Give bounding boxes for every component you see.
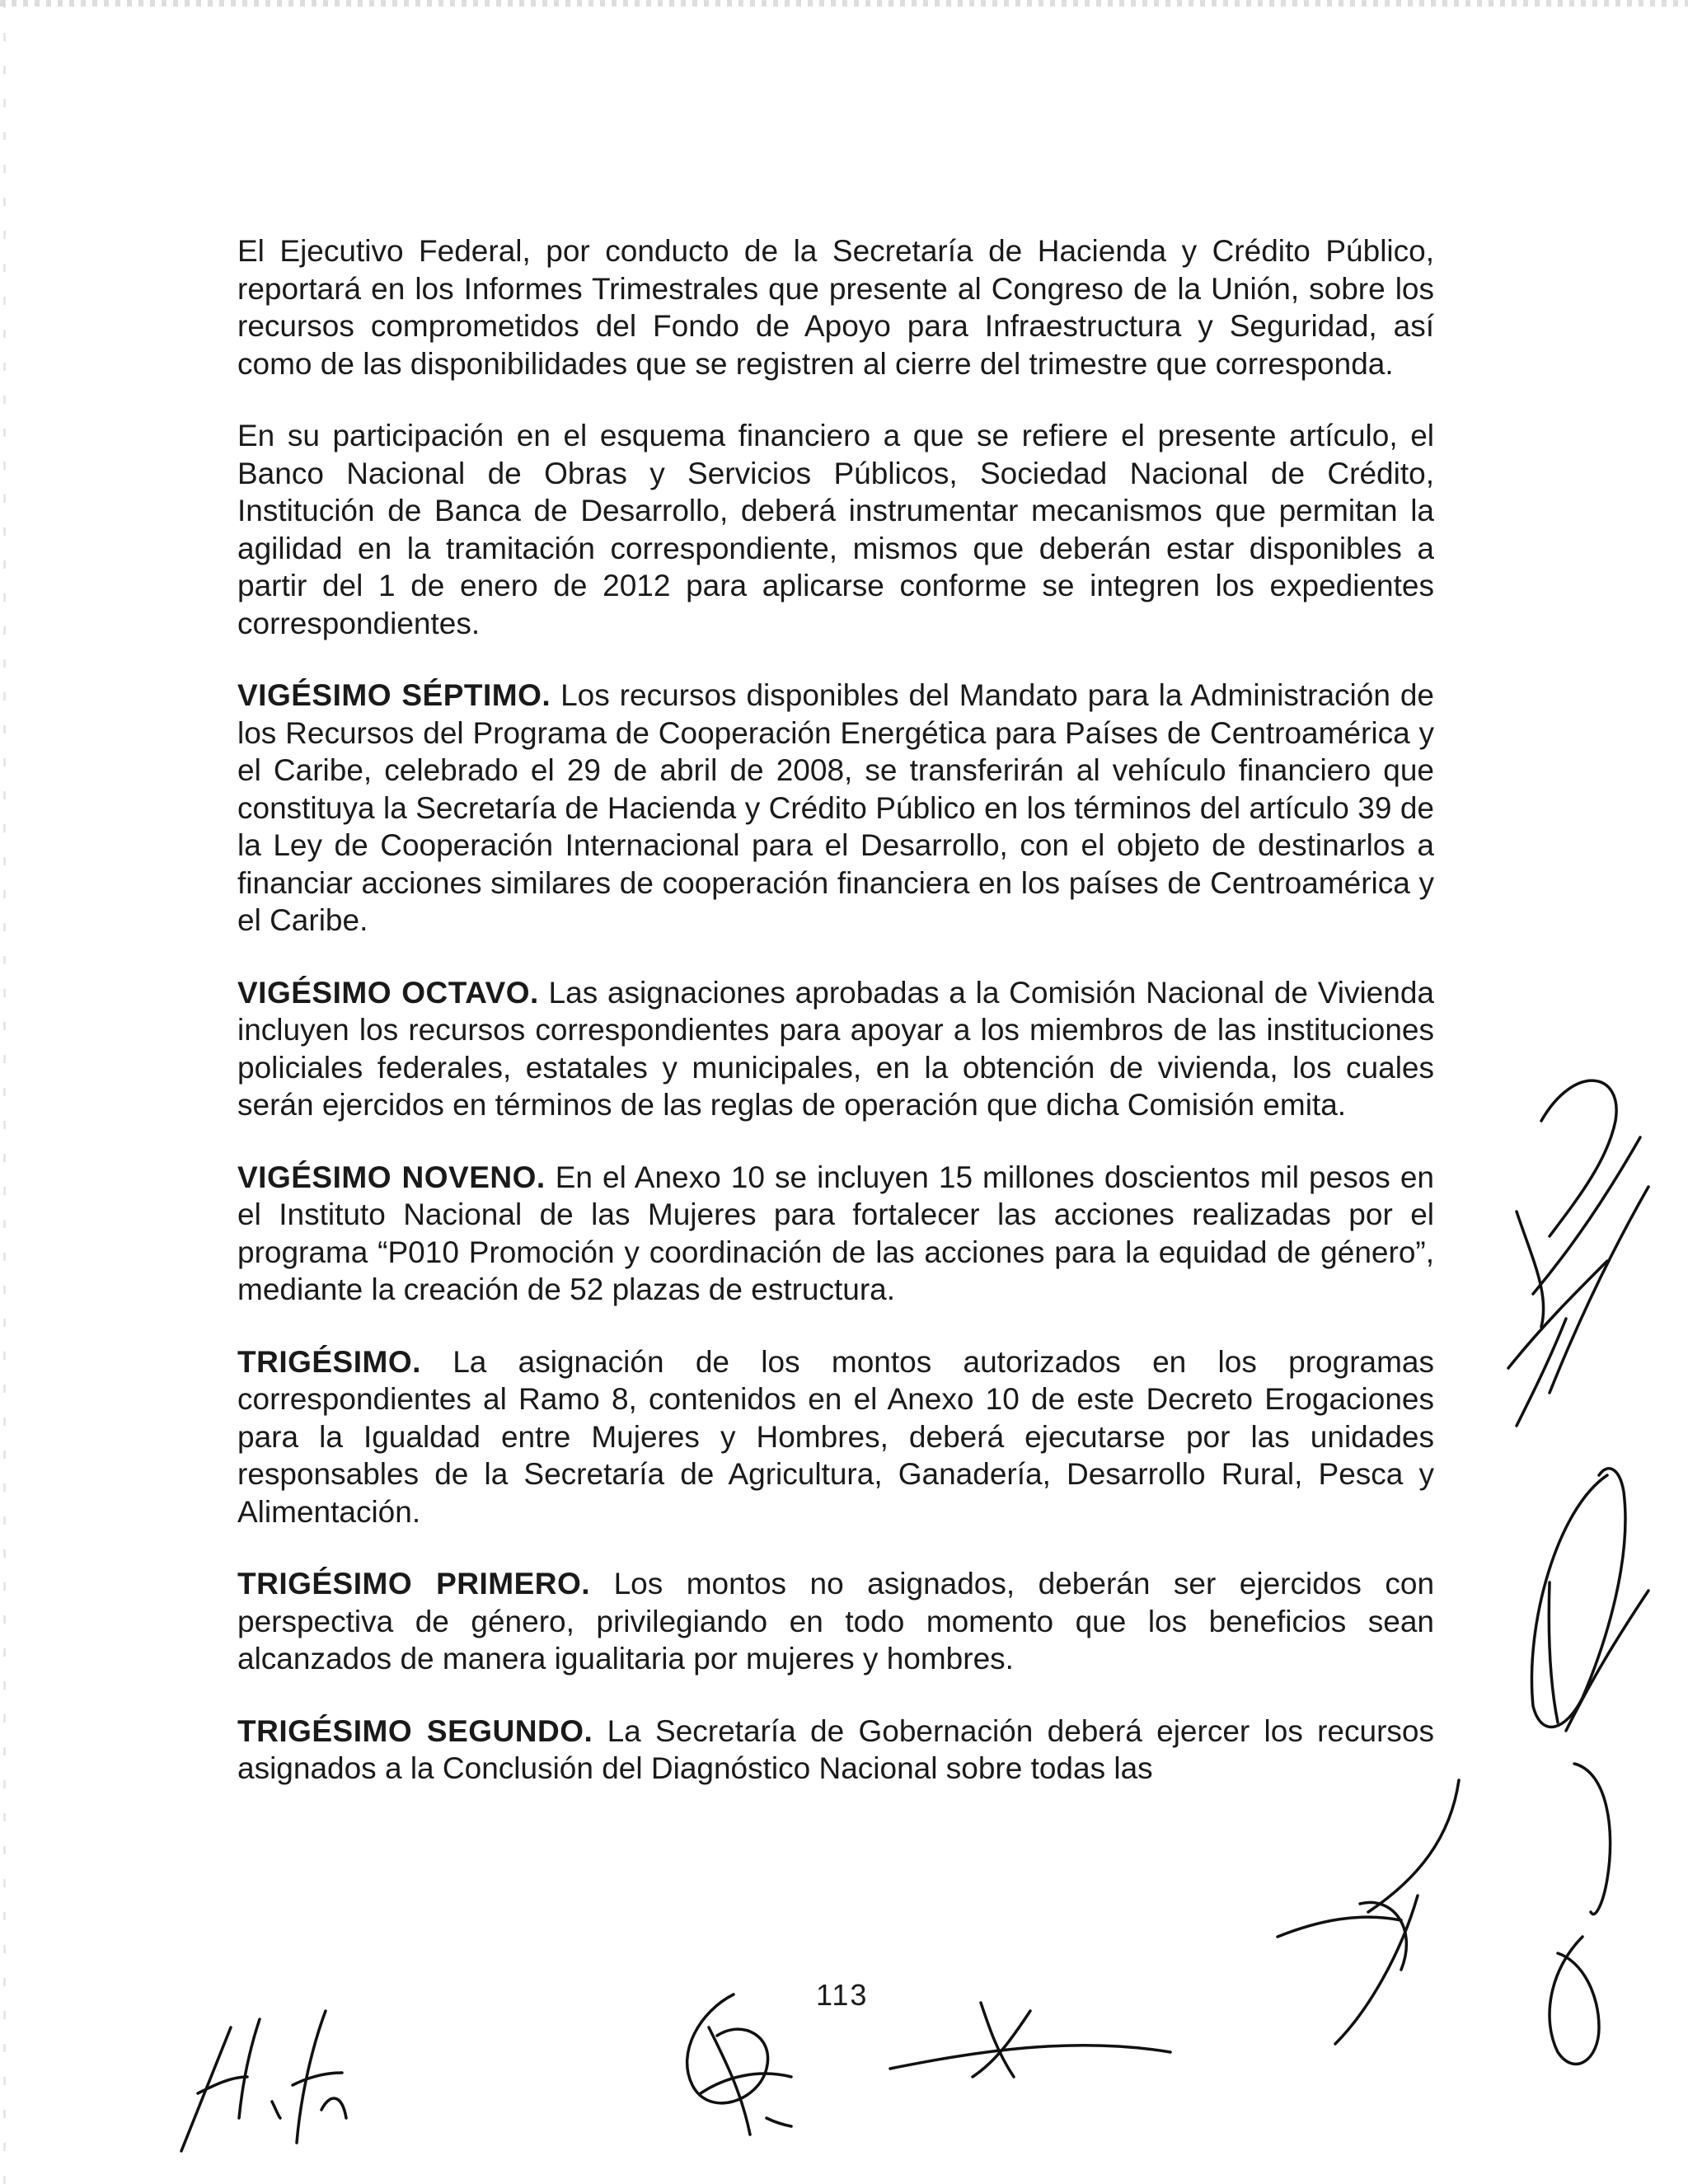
- paragraph-vigesimo-noveno: [237, 1159, 1434, 1309]
- initials-bottom-center: [651, 1978, 832, 2159]
- article-text: La asignación de los montos autorizados en los programas correspondientes al Ramo 8, contenidos en el Anexo 10 de este Decreto Erogaciones para la Igualdad entre Mujeres y Hombres, deberá ejecutarse por las unidades responsables de la Secretaría de Agricultura, Ganadería, Desarrollo Rural, Pesca y Alimentación.: [237, 1344, 1434, 1529]
- initials-bottom-left: [148, 1994, 363, 2168]
- article-text: Los montos no asignados, deberán ser ejercidos con perspectiva de género, privilegiando en todo momento que los beneficios sean alcanzados de manera igualitaria por mujeres y hombres.: [237, 1567, 1435, 1675]
- page-number: 113: [816, 1978, 869, 2012]
- margin-signature-bottom: [1525, 1755, 1681, 2077]
- article-text: Los recursos disponibles del Mandato para la Administración de los Recursos del Programa de Cooperación Energética para Países de Centroamérica y el Caribe, celebrado el 29 de abril de 2008, se transferirán al vehículo financiero que constituya la Secretaría de Hacienda y Crédito Público en los términos del artículo 39 de la Ley de Cooperación Internacional para el Desarrollo, con el objeto de destinarlos a financiar acciones similares de cooperación financiera en los países de Centroamérica y el Caribe.: [237, 678, 1434, 937]
- document-body: [237, 232, 1434, 1822]
- paragraph-2-text: En su participación en el esquema financiero a que se refiere el presente artículo, el Banco Nacional de Obras y Servicios Públicos, Sociedad Nacional de Crédito, Institución de Banca de Desarrollo, deberá instrumentar mecanismos que permitan la agilidad en la tramitación correspondiente, mismos que deberán estar disponibles a partir del 1 de enero de 2012 para aplicarse conforme se integren los expedientes correspondientes.: [237, 419, 1434, 640]
- scan-left-edge: [3, 0, 6, 2184]
- paragraph-trigesimo-segundo: [237, 1713, 1434, 1788]
- article-heading: TRIGÉSIMO PRIMERO.: [237, 1567, 591, 1601]
- article-heading: VIGÉSIMO OCTAVO.: [237, 975, 539, 1010]
- paragraph-1: [237, 232, 1434, 382]
- paragraph-vigesimo-septimo: [237, 677, 1434, 940]
- article-heading: VIGÉSIMO SÉPTIMO.: [237, 678, 551, 712]
- article-heading: TRIGÉSIMO.: [237, 1344, 421, 1379]
- article-text: Las asignaciones aprobadas a la Comisión Nacional de Vivienda incluyen los recursos correspondientes para apoyar a los miembros de las instituciones policiales federales, estatales y municipales, en la obtención de vivienda, los cuales serán ejercidos en términos de las reglas de operación que dicha Comisión emita.: [237, 975, 1434, 1122]
- article-text: La Secretaría de Gobernación deberá ejercer los recursos asignados a la Conclusión del Diagnóstico Nacional sobre todas las: [237, 1713, 1434, 1785]
- margin-signature-middle: [1508, 1459, 1673, 1755]
- paragraph-1-text: El Ejecutivo Federal, por conducto de la Secretaría de Hacienda y Crédito Público, reportará en los Informes Trimestrales que presente al Congreso de la Unión, sobre los recursos comprometidos del Fondo de Apoyo para Infraestructura y Seguridad, así como de las disponibilidades que se registren al cierre del trimestre que corresponda.: [237, 234, 1434, 381]
- paragraph-vigesimo-octavo: [237, 974, 1434, 1124]
- paragraph-trigesimo-primero: [237, 1565, 1434, 1678]
- margin-signature-top: [1484, 1047, 1665, 1442]
- paragraph-2: [237, 417, 1434, 642]
- article-heading: TRIGÉSIMO SEGUNDO.: [237, 1713, 593, 1748]
- paragraph-trigesimo: [237, 1343, 1434, 1531]
- article-heading: VIGÉSIMO NOVENO.: [237, 1160, 546, 1194]
- scan-top-edge: [0, 0, 1688, 7]
- signature-over-text: [1269, 1772, 1484, 2052]
- article-text: En el Anexo 10 se incluyen 15 millones doscientos mil pesos en el Instituto Nacional de las Mujeres para fortalecer las acciones realizadas por el programa “P010 Promoción y coordinación de las acciones para la equidad de género”, mediante la creación de 52 plazas de estructura.: [237, 1160, 1434, 1306]
- initials-bottom-right: [874, 1994, 1187, 2093]
